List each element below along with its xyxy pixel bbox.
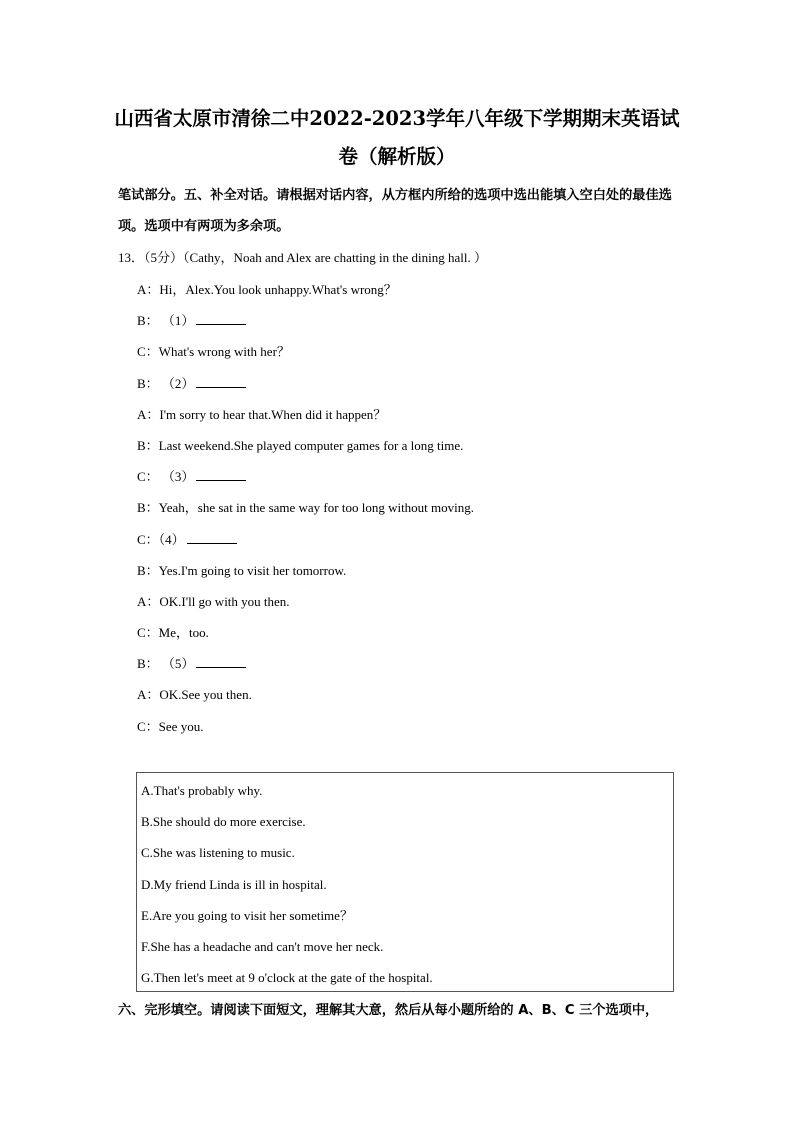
answer-blank[interactable] <box>196 655 246 668</box>
dialog-line <box>137 592 474 623</box>
dialog-text: OK.See you then. <box>159 687 252 703</box>
dialog-text: （1） <box>158 313 195 329</box>
speaker-label: B： <box>137 562 159 578</box>
options-box <box>136 772 674 992</box>
dialog-line <box>137 530 474 561</box>
option-item: C.She was listening to music. <box>141 845 295 861</box>
options-list <box>137 773 673 1000</box>
speaker-label: A： <box>137 593 160 609</box>
dialog-line <box>137 498 474 529</box>
dialog-text: Yes.I'm going to visit her tomorrow. <box>158 562 347 578</box>
dialog-text: Hi，Alex.You look unhappy.What's wrong？ <box>159 282 397 297</box>
dialog-text: （5） <box>158 656 195 672</box>
option-item: D.My friend Linda is ill in hospital. <box>141 876 327 892</box>
answer-blank[interactable] <box>187 531 237 544</box>
dialog-line <box>137 311 474 342</box>
option-item: E.Are you going to visit her sometime？ <box>141 907 353 923</box>
speaker-label: B： <box>137 500 159 516</box>
dialog-line <box>137 405 474 436</box>
speaker-label: B： <box>137 313 159 329</box>
dialog-list <box>137 280 474 748</box>
speaker-label: A： <box>137 687 160 703</box>
dialog-text: What's wrong with her？ <box>158 344 290 360</box>
speaker-label: A： <box>137 406 160 422</box>
speaker-label: C： <box>137 625 159 641</box>
dialog-line <box>137 717 474 748</box>
section-five-instructions: 笔试部分。五、补全对话。请根据对话内容，从方框内所给的选项中选出能填入空白处的最佳选项。选项中有两项为多余项。 <box>118 188 672 234</box>
section-six-instructions: 六、完形填空。请阅读下面短文，理解其大意，然后从每小题所给的 A、B、C 三个选项中， <box>118 1003 659 1018</box>
question-13: 13．（5分）（Cathy，Noah and Alex are chatting in the dining hall. ） <box>118 250 487 265</box>
dialog-line <box>137 654 474 685</box>
page-title: 山西省太原市清徐二中2022-2023学年八年级下学期期末英语试卷（解析版） <box>114 107 680 168</box>
option-item: G.Then let's meet at 9 o'clock at the gate of the hospital. <box>141 970 433 986</box>
answer-blank[interactable] <box>196 468 246 481</box>
option-item: F.She has a headache and can't move her neck. <box>141 938 384 954</box>
speaker-label: B： <box>137 437 159 453</box>
speaker-label: C： <box>137 718 159 734</box>
speaker-label: B： <box>137 375 159 391</box>
speaker-label: C： <box>137 469 159 485</box>
dialog-line <box>137 436 474 467</box>
dialog-line <box>137 374 474 405</box>
dialog-line <box>137 342 474 373</box>
speaker-label: A： <box>137 282 160 297</box>
answer-blank[interactable] <box>196 375 246 388</box>
dialog-text: Yeah，she sat in the same way for too long without moving. <box>158 500 475 516</box>
dialog-text: OK.I'll go with you then. <box>159 593 290 609</box>
dialog-text: See you. <box>158 718 204 734</box>
speaker-label: C： <box>137 344 159 360</box>
dialog-line <box>137 623 474 654</box>
speaker-label: C： <box>137 531 159 547</box>
dialog-text: （2） <box>158 375 195 391</box>
dialog-text: Last weekend.She played computer games for a long time. <box>158 437 464 453</box>
dialog-line <box>137 685 474 716</box>
dialog-line <box>137 280 474 311</box>
option-item: A.That's probably why. <box>141 783 263 798</box>
option-item: B.She should do more exercise. <box>141 814 306 830</box>
speaker-label: B： <box>137 656 159 672</box>
dialog-text: （4） <box>158 531 185 547</box>
dialog-line <box>137 467 474 498</box>
dialog-text: I'm sorry to hear that.When did it happen？ <box>159 406 387 422</box>
dialog-text: （3） <box>158 469 195 485</box>
answer-blank[interactable] <box>196 312 246 325</box>
dialog-line <box>137 561 474 592</box>
dialog-text: Me，too. <box>158 625 209 641</box>
